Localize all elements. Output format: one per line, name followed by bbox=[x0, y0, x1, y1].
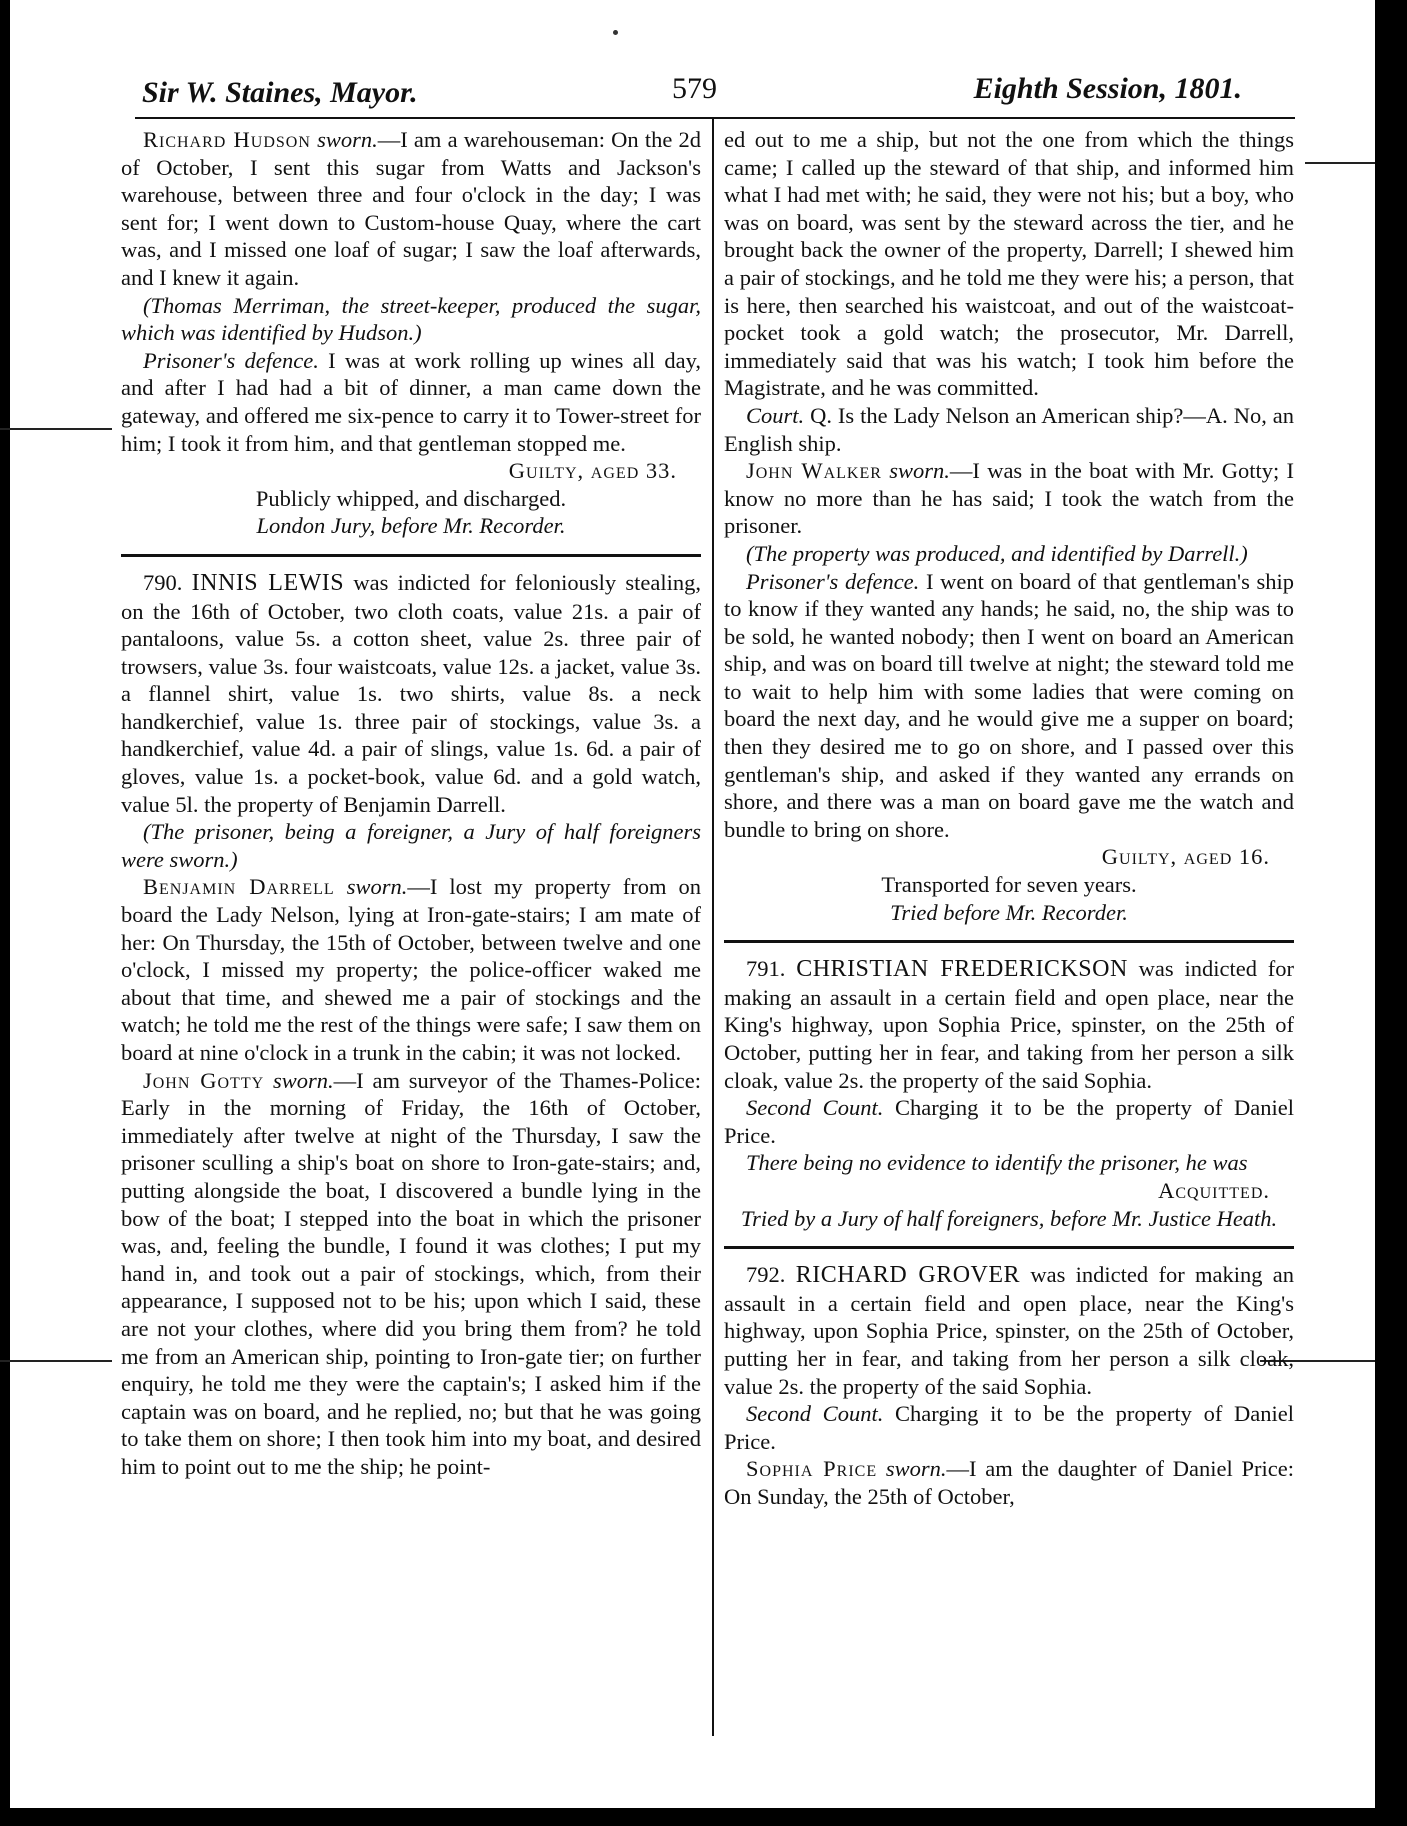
header-mayor: Sir W. Staines, Mayor. bbox=[142, 76, 418, 109]
column-divider bbox=[712, 118, 714, 1736]
verdict-lewis: Guilty, aged 16. bbox=[1101, 844, 1270, 870]
header-rule bbox=[135, 117, 1295, 119]
hudson-testimony: Richard Hudson sworn.—I am a warehouseman: On the 2d of October, I sent this sugar from Watts and Jackson's warehouse, between three and four o'clock in the day; I was sent for; I went down to Custom-house Quay, where the cart was, and I missed one loaf of sugar; I saw the loaf afterwards, and I knew it again. bbox=[121, 127, 702, 290]
jury-hudson: London Jury, before Mr. Recorder. bbox=[256, 513, 566, 539]
tried-frederickson: Tried by a Jury of half foreigners, before Mr. Justice Heath. bbox=[740, 1205, 1278, 1231]
merriman-note: (Thomas Merriman, the street-keeper, produced the sugar, which was identified by Hudson.) bbox=[121, 292, 701, 346]
scan-border-bottom bbox=[0, 1808, 1407, 1826]
case-rule bbox=[724, 1246, 1294, 1249]
tried-lewis: Tried before Mr. Recorder. bbox=[890, 899, 1128, 925]
page-header bbox=[142, 72, 1242, 116]
crop-mark-left-lower bbox=[0, 1360, 112, 1362]
case-rule bbox=[121, 554, 701, 557]
foreigner-note: (The prisoner, being a foreigner, a Jury of half foreigners were sworn.) bbox=[121, 819, 701, 872]
gotty-testimony: John Gotty sworn.—I am surveyor of the Thames-Police: Early in the morning of Friday, the 16th of October, immediately after twelve at night of the Thursday, I saw the prisoner sculling a ship's boat on shore to Iron-gate-stairs; and, putting alongside the boat, I discovered a bundle lying in the bow of the boat; I stepped into the boat in which the prisoner was, and, feeling the bundle, I found it was clothes; I put my hand in, and took out a pair of stockings, which, from their appearance, I supposed not to be his; upon which I said, these are not your clothes, where did you bring them from? he told me from an American ship, pointing to Iron-gate tier; on further enquiry, he told me they were the captain's; I asked him if the captain was on board, and he replied, no; but that he was going to take them on shore; I then took him into my boat, and desired him to point out to me the ship; he point- bbox=[121, 1067, 701, 1479]
verdict-frederickson: Acquitted. bbox=[1158, 1177, 1270, 1203]
case-792-indictment: 792. RICHARD GROVER was indicted for making an assault in a certain field and open place, near the King's highway, upon Sophia Price, spinster, on the 25th of October, putting her in fear, and taking from her person a silk cloak, value 2s. the property of the said Sophia. bbox=[724, 1262, 1295, 1399]
verdict-hudson: Guilty, aged 33. bbox=[508, 458, 677, 484]
scan-border-right bbox=[1375, 0, 1407, 1826]
left-column bbox=[121, 126, 701, 1481]
page-number: 579 bbox=[672, 72, 717, 105]
sentence-lewis: Transported for seven years. bbox=[881, 872, 1137, 898]
scan-border-left bbox=[0, 0, 10, 1826]
walker-testimony: John Walker sworn.—I was in the boat with Mr. Gotty; I know no more than he has said; I took the watch from the prisoner. bbox=[724, 458, 1295, 539]
header-session: Eighth Session, 1801. bbox=[973, 72, 1242, 105]
case-rule bbox=[724, 940, 1294, 943]
case-791-indictment: 791. CHRISTIAN FREDERICKSON was indicted for making an assault in a certain field and open place, near the King's highway, upon Sophia Price, spinster, on the 25th of October, putting her in fear, and taking from her person a silk cloak, value 2s. the property of the said Sophia. bbox=[724, 956, 1295, 1093]
darrell-testimony: Benjamin Darrell sworn.—I lost my property from on board the Lady Nelson, lying at Iron-gate-stairs; I am mate of her: On Thursday, the 15th of October, between twelve and one o'clock, I missed my property; the police-officer waked me about that time, and shewed me a pair of stockings and the watch; he told me the rest of the things were safe; I saw them on board at nine o'clock in a trunk in the cabin; it was not locked. bbox=[121, 874, 702, 1065]
sentence-hudson: Publicly whipped, and discharged. bbox=[255, 485, 567, 511]
scan-speck bbox=[613, 30, 618, 35]
crop-mark-left-upper bbox=[0, 428, 112, 430]
case-791-second-count: Second Count. Charging it to be the property of Daniel Price. bbox=[724, 1095, 1295, 1148]
property-note: (The property was produced, and identified by Darrell.) bbox=[746, 540, 1248, 566]
gotty-testimony-continued: ed out to me a ship, but not the one from which the things came; I called up the steward of that ship, and informed him what I had met with; he said, they were not his; but a boy, who was on board, was sent by the steward across the tier, and he brought back the owner of the property, Darrell; I shewed him a pair of stockings, and he told me they were his; a person, that is here, then searched his waistcoat, and out of the waistcoat-pocket took a gold watch; the prosecutor, Mr. Darrell, immediately said that was his watch; I took him before the Magistrate, and he was committed. bbox=[724, 127, 1294, 401]
crop-mark-right-upper bbox=[1305, 162, 1375, 164]
lewis-defence: Prisoner's defence. I went on board of that gentleman's ship to know if they wanted any hands; he said, no, the ship was to be sold, he wanted nobody; then I went on board an American ship, and was on board till twelve at night; the steward told me to wait to help him with some ladies that were coming on board the next day, and he would give me a supper on board; then they desired me to go on shore, and I passed over this gentleman's ship, and asked if they wanted any errands on shore, and there was a man on board gave me the watch and bundle to bring on shore. bbox=[724, 568, 1294, 842]
hudson-defence: Prisoner's defence. I was at work rolling up wines all day, and after I had had a bit of dinner, a man came down the gateway, and offered me six-pence to carry it to Tower-street for him; I took it from him, and that gentleman stopped me. bbox=[121, 347, 702, 456]
case-790-indictment: 790. INNIS LEWIS was indicted for feloniously stealing, on the 16th of October, two cloth coats, value 21s. a pair of pantaloons, value 5s. a cotton sheet, value 2s. three pair of trowsers, value 3s. four waistcoats, value 12s. a jacket, value 3s. a flannel shirt, value 1s. two shirts, value 8s. a neck handkerchief, value 1s. three pair of stockings, value 3s. a handkerchief, value 4d. a pair of slings, value 1s. 6d. a pair of gloves, value 1s. a pocket-book, value 6d. and a gold watch, value 5l. the property of Benjamin Darrell. bbox=[121, 569, 702, 817]
court-question: Court. Q. Is the Lady Nelson an American ship?—A. No, an English ship. bbox=[724, 402, 1294, 456]
right-column bbox=[724, 126, 1294, 1511]
case-792-second-count: Second Count. Charging it to be the property of Daniel Price. bbox=[724, 1401, 1295, 1454]
price-testimony: Sophia Price sworn.—I am the daughter of Daniel Price: On Sunday, the 25th of October, bbox=[724, 1456, 1294, 1509]
no-evidence-note: There being no evidence to identify the prisoner, he was bbox=[746, 1150, 1248, 1176]
